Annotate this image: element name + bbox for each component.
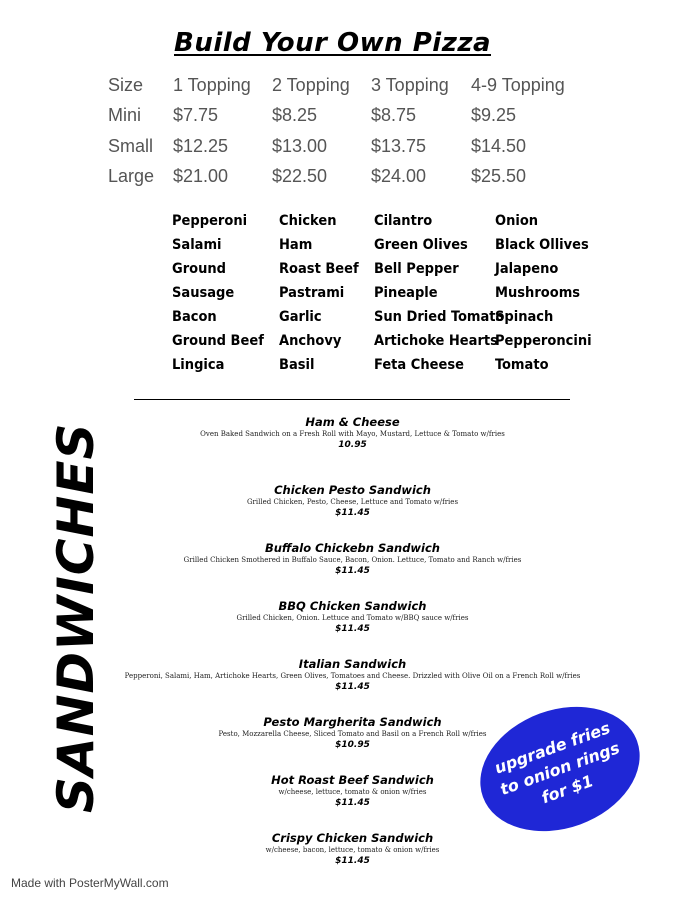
price-row-mini (108, 101, 581, 132)
topping-item: Anchovy (279, 333, 342, 349)
promo-text: upgrade fries to onion rings for $1 (491, 718, 623, 808)
sandwich-description: Oven Baked Sandwich on a Fresh Roll with Mayo, Mustard, Lettuce & Tomato w/fries (200, 430, 505, 438)
sandwich-price: 10.95 (338, 440, 367, 450)
price-row-small (108, 131, 581, 162)
topping-item: Onion (495, 213, 539, 229)
header-2-topping: 2 Topping (272, 74, 350, 95)
sandwich-description: Grilled Chicken Smothered in Buffalo Sauce, Bacon, Onion. Lettuce, Tomato and Ranch w/fries (183, 556, 522, 564)
section-divider (134, 399, 570, 400)
sandwich-item (120, 540, 585, 577)
sandwich-description: w/cheese, lettuce, tomato & onion w/fries (278, 788, 427, 796)
sandwich-name: Pesto Margherita Sandwich (263, 715, 442, 729)
sandwich-name: Chicken Pesto Sandwich (274, 483, 431, 497)
price-cell: $7.75 (173, 105, 219, 126)
header-size: Size (108, 74, 144, 95)
sandwiches-heading: SANDWICHES (47, 422, 105, 813)
size-label: Small (108, 135, 154, 156)
sandwich-description: Grilled Chicken, Onion. Lettuce and Tomato w/BBQ sauce w/fries (236, 614, 469, 622)
sandwich-description: Grilled Chicken, Pesto, Cheese, Lettuce and Tomato w/fries (246, 498, 459, 506)
sandwich-price: $10.95 (335, 740, 370, 750)
sandwich-name: Crispy Chicken Sandwich (271, 831, 434, 845)
topping-item: Ground Beef (172, 333, 264, 349)
toppings-column-4 (495, 209, 592, 377)
sandwich-name: BBQ Chicken Sandwich (278, 599, 427, 613)
price-table (108, 70, 581, 192)
sandwich-name: Hot Roast Beef Sandwich (271, 773, 434, 787)
topping-item: Bacon (172, 309, 217, 325)
sandwich-name: Buffalo Chickebn Sandwich (264, 541, 440, 555)
promo-badge (463, 686, 657, 853)
topping-item: Pastrami (279, 285, 345, 301)
price-cell: $8.75 (371, 105, 417, 126)
topping-item: Ground (172, 261, 227, 277)
sandwich-price: $11.45 (335, 624, 370, 634)
footer-credit: Made with PosterMyWall.com (11, 876, 169, 890)
sandwich-description: Pesto, Mozzarella Cheese, Sliced Tomato and Basil on a French Roll w/fries (218, 730, 487, 738)
price-cell: $22.50 (272, 166, 328, 187)
price-cell: $12.25 (173, 135, 229, 156)
topping-item: Basil (279, 357, 315, 373)
toppings-column-1 (172, 209, 264, 377)
price-cell: $14.50 (471, 135, 527, 156)
topping-item: Garlic (279, 309, 322, 325)
price-header-row (108, 70, 581, 101)
price-cell: $21.00 (173, 166, 229, 187)
topping-item: Sausage (172, 285, 235, 301)
topping-item: Feta Cheese (374, 357, 464, 373)
topping-item: Lingica (172, 357, 225, 373)
price-row-large (108, 162, 581, 193)
header-3-topping: 3 Topping (371, 74, 449, 95)
price-cell: $24.00 (371, 166, 427, 187)
topping-item: Black Ollives (495, 237, 589, 253)
sandwich-item (120, 414, 585, 451)
toppings-column-3 (374, 209, 505, 377)
size-label: Mini (108, 105, 142, 126)
toppings-column-2 (279, 209, 359, 377)
header-4-9-topping: 4-9 Topping (471, 74, 565, 95)
topping-item: Pineaple (374, 285, 438, 301)
topping-item: Sun Dried Tomato (374, 309, 505, 325)
topping-item: Pepperoncini (495, 333, 592, 349)
sandwich-name: Ham & Cheese (305, 415, 400, 429)
sandwich-item (120, 482, 585, 519)
topping-item: Bell Pepper (374, 261, 459, 277)
pizza-title: Build Your Own Pizza (174, 28, 491, 58)
sandwich-price: $11.45 (335, 798, 370, 808)
sandwich-description: w/cheese, bacon, lettuce, tomato & onion w/fries (265, 846, 440, 854)
sandwich-price: $11.45 (335, 566, 370, 576)
topping-item: Pepperoni (172, 213, 248, 229)
topping-item: Ham (279, 237, 313, 253)
price-cell: $9.25 (471, 105, 517, 126)
topping-item: Chicken (279, 213, 337, 229)
sandwich-description: Pepperoni, Salami, Ham, Artichoke Hearts, Green Olives, Tomatoes and Cheese. Drizzled with Olive Oil on a French Roll w/fries (124, 672, 581, 680)
sandwich-item (120, 598, 585, 635)
topping-item: Artichoke Hearts (374, 333, 498, 349)
topping-item: Mushrooms (495, 285, 581, 301)
topping-item: Roast Beef (279, 261, 359, 277)
topping-item: Green Olives (374, 237, 468, 253)
sandwich-name: Italian Sandwich (298, 657, 407, 671)
topping-item: Cilantro (374, 213, 433, 229)
sandwich-item (120, 830, 585, 867)
topping-item: Spinach (495, 309, 554, 325)
sandwich-item (120, 656, 585, 693)
price-cell: $8.25 (272, 105, 318, 126)
topping-item: Salami (172, 237, 222, 253)
sandwich-price: $11.45 (335, 682, 370, 692)
sandwich-price: $11.45 (335, 856, 370, 866)
size-label: Large (108, 166, 155, 187)
topping-item: Jalapeno (495, 261, 559, 277)
sandwich-price: $11.45 (335, 508, 370, 518)
price-cell: $13.00 (272, 135, 328, 156)
topping-item: Tomato (495, 357, 549, 373)
header-1-topping: 1 Topping (173, 74, 251, 95)
price-cell: $13.75 (371, 135, 427, 156)
price-cell: $25.50 (471, 166, 527, 187)
